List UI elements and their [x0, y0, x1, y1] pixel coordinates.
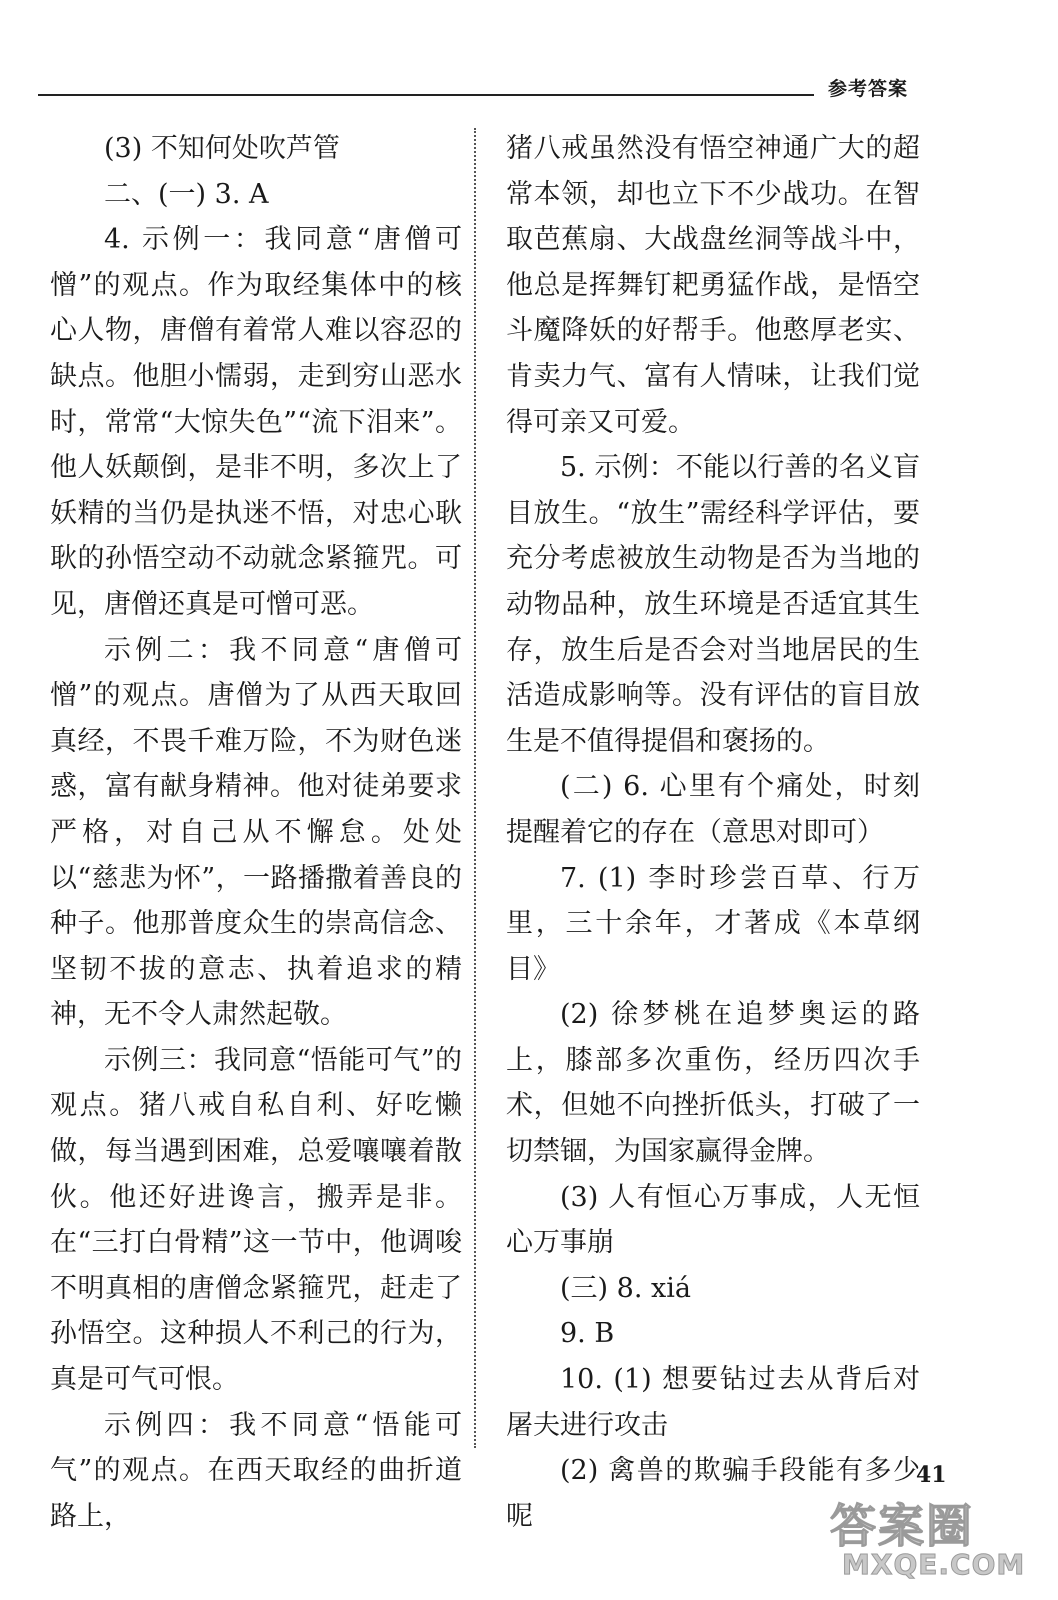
answer-paragraph: 4. 示例一：我同意“唐僧可憎”的观点。作为取经集体中的核心人物，唐僧有着常人难以容忍的缺点。他胆小懦弱，走到穷山恶水时，常常“大惊失色”“流下泪来”。他人妖颠倒，是非不明，多次上了妖精的当仍是执迷不悟，对忠心耿耿的孙悟空动不动就念紧箍咒。可见，唐僧还真是可憎可恶。 — [50, 224, 462, 620]
answer-paragraph: 7. (1) 李时珍尝百草、行万里，三十余年，才著成《本草纲目》 — [506, 862, 920, 985]
header-label: 参考答案 — [828, 78, 909, 100]
answer-paragraph: (二) 6. 心里有个痛处，时刻提醒着它的存在（意思对即可） — [506, 771, 920, 848]
answer-paragraph: 二、(一) 3. A — [104, 178, 269, 210]
answer-paragraph: 示例四：我不同意“悟能可气”的观点。在西天取经的曲折道路上， — [50, 1409, 462, 1532]
answer-paragraph: (3) 人有恒心万事成，人无恒心万事崩 — [506, 1181, 920, 1259]
watermark-logo — [830, 1490, 1040, 1590]
answer-paragraph: 猪八戒虽然没有悟空神通广大的超常本领，却也立下不少战功。在智取芭蕉扇、大战盘丝洞等战斗中，他总是挥舞钉耙勇猛作战，是悟空斗魔降妖的好帮手。他憨厚老实、肯卖力气、富有人情味，让我们觉得可亲又可爱。 — [506, 133, 920, 438]
answer-paragraph: 示例三：我同意“悟能可气”的观点。猪八戒自私自利、好吃懒做，每当遇到困难，总爱嚷嚷着散伙。他还好进谗言，搬弄是非。在“三打白骨精”这一节中，他调唆不明真相的唐僧念紧箍咒，赶走了孙悟空。这种损人不利己的行为，真是可气可恨。 — [50, 1044, 462, 1396]
answer-paragraph: 示例二：我不同意“唐僧可憎”的观点。唐僧为了从西天取回真经，不畏千难万险，不为财色迷惑，富有献身精神。他对徒弟要求严格，对自己从不懈怠。处处以“慈悲为怀”，一路播撒着善良的种子。他那普度众生的崇高信念、坚韧不拔的意志、执着追求的精神，无不令人肃然起敬。 — [50, 634, 462, 1031]
answer-paragraph: 9. B — [560, 1318, 615, 1350]
left-column — [50, 126, 462, 1539]
watermark-title: 答案圈 — [830, 1499, 974, 1553]
right-column — [506, 126, 920, 1539]
column-divider — [474, 128, 476, 1448]
header-rule — [38, 94, 814, 96]
answer-paragraph: (三) 8. xiá — [560, 1272, 691, 1304]
answer-paragraph: 5. 示例：不能以行善的名义盲目放生。“放生”需经科学评估，要充分考虑被放生动物是否为当地的动物品种，放生环境是否适宜其生存，放生后是否会对当地居民的生活造成影响等。没有评估的盲目放生是不值得提倡和褒扬的。 — [506, 452, 920, 757]
watermark-url: MXQE.COM — [842, 1548, 1026, 1581]
page-number: 41 — [916, 1462, 947, 1488]
answer-paragraph: (2) 禽兽的欺骗手段能有多少呢 — [506, 1455, 920, 1532]
answer-paragraph: 10. (1) 想要钻过去从背后对屠夫进行攻击 — [506, 1364, 920, 1441]
answer-paragraph: (3) 不知何处吹芦管 — [104, 133, 340, 164]
answer-paragraph: (2) 徐梦桃在追梦奥运的路上，膝部多次重伤，经历四次手术，但她不向挫折低头，打破了一切禁锢，为国家赢得金牌。 — [506, 999, 920, 1168]
